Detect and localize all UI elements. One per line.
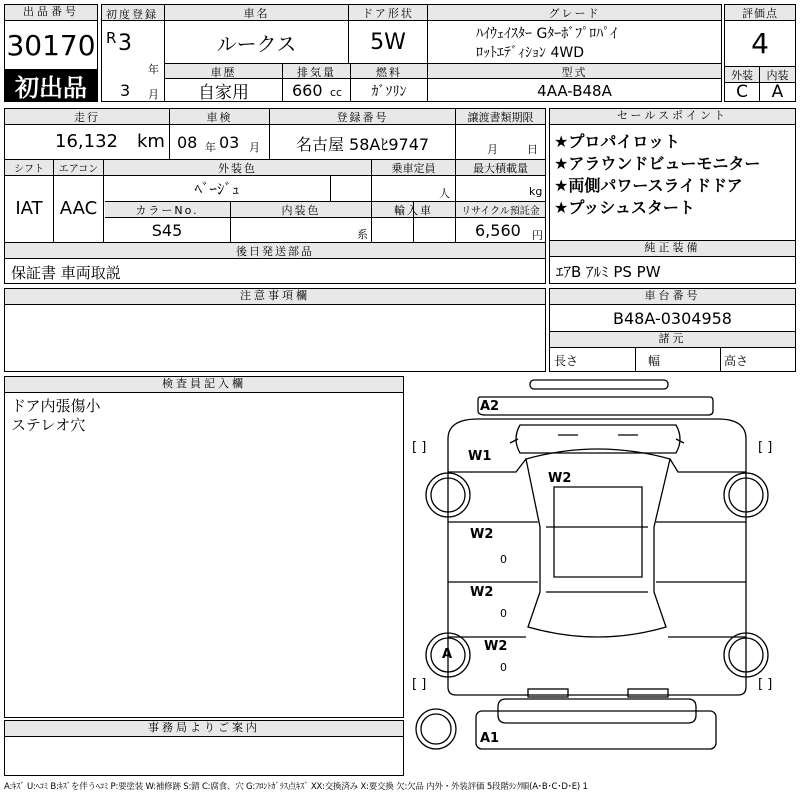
model-code-label: 型式 (561, 65, 588, 79)
lot-box (4, 4, 98, 102)
score-label: 評価点 (742, 6, 778, 20)
inspector-note-2: ステレオ穴 (11, 416, 86, 434)
equipment-box (549, 241, 796, 284)
recycle-unit: 円 (532, 229, 543, 242)
fuel-label: 燃料 (376, 65, 402, 79)
exterior-grade: C (736, 81, 748, 102)
zero-mark: 0 (500, 661, 507, 674)
recycle-fee: 6,560 (475, 221, 521, 240)
damage-mark-left-door-1: W2 (470, 527, 494, 542)
mileage-unit: km (137, 131, 165, 152)
height-label: 高さ (724, 354, 749, 368)
bracket-marker: [ ] (412, 440, 427, 455)
sales-point-2: ★アラウンドビューモニター (554, 154, 761, 173)
recycle-label: リサイクル預託金 (461, 206, 540, 217)
shift-label: シフト (14, 164, 44, 175)
inspection-label: 車検 (206, 110, 233, 124)
first-reg-month: 3 (120, 81, 131, 100)
exterior-label: 外装 (731, 68, 753, 82)
sales-label: セールスポイント (550, 109, 795, 125)
damage-mark-roof: W2 (548, 471, 572, 486)
chassis-box (549, 288, 796, 372)
shift: IAT (15, 198, 43, 219)
notes-label: 注意事項欄 (5, 289, 545, 305)
divider (330, 175, 331, 201)
sales-point-3: ★両側パワースライドドア (554, 176, 743, 195)
displacement-unit: cc (330, 86, 343, 99)
equipment: ｴｱB ｱﾙﾐ PS PW (556, 263, 661, 281)
era: R (106, 29, 117, 47)
chassis-number: B48A-0304958 (613, 308, 732, 328)
inspector-note-1: ドア内張傷小 (11, 397, 101, 415)
inspection-year: 08 (177, 133, 198, 152)
first-listing-badge: 初出品 (5, 69, 97, 101)
int-color-unit: 系 (357, 228, 368, 241)
bracket-marker: [ ] (758, 677, 773, 692)
mileage: 16,132 (55, 131, 118, 152)
damage-mark-rear-wheel: A (442, 647, 453, 662)
ac: AAC (59, 198, 98, 219)
chassis-label: 車台番号 (550, 289, 795, 305)
first-reg-year: 3 (118, 31, 132, 56)
transfer-month: 月 (487, 143, 498, 156)
inspector-box (4, 376, 404, 718)
inspection-year-unit: 年 (205, 141, 216, 154)
sales-box (549, 108, 796, 241)
lot-no: 30170 (6, 28, 96, 62)
bracket-marker: [ ] (758, 440, 773, 455)
damage-mark-front-bumper: A2 (480, 399, 500, 414)
history-label: 車歴 (210, 65, 237, 79)
first-reg-label: 初度登録 (106, 8, 158, 21)
displacement: 660 (292, 81, 323, 100)
sales-point-1: ★プロパイロット (554, 132, 681, 151)
length-label: 長さ (554, 354, 579, 368)
lot-no-label: 出品番号 (5, 5, 97, 21)
damage-mark-left-door-2: W2 (470, 585, 494, 600)
model-name: ルークス (216, 31, 297, 56)
grade-label: グレード (548, 6, 601, 20)
score-box (724, 4, 796, 102)
interior-grade: A (771, 81, 784, 102)
capacity-unit: 人 (439, 187, 450, 200)
color-no-label: カラーNo. (135, 203, 199, 217)
plate-label: 登録番号 (336, 110, 389, 124)
displacement-label: 排気量 (297, 65, 336, 79)
year-unit: 年 (148, 63, 159, 76)
capacity-label: 乗車定員 (391, 161, 436, 175)
door-type: 5W (370, 29, 406, 55)
ext-color-label: 外装色 (218, 161, 257, 175)
later-parts-label: 後日発送部品 (236, 244, 314, 258)
transfer-label: 譲渡書類期限 (467, 110, 534, 124)
ext-color: ﾍﾞｰｼﾞｭ (194, 180, 240, 198)
zero-mark: 0 (500, 607, 507, 620)
car-outline (408, 377, 785, 756)
dims-label: 諸元 (550, 331, 795, 348)
bracket-marker: [ ] (412, 677, 427, 692)
damage-mark-rear-bumper: A1 (480, 731, 500, 746)
int-color-label: 内装色 (281, 203, 321, 217)
transfer-day: 日 (527, 143, 538, 156)
plate: 名古屋 58Aﾋ9747 (295, 134, 430, 154)
vehicle-header-box (101, 4, 722, 102)
damage-mark-left-rear: W2 (484, 639, 508, 654)
load-unit: kg (529, 185, 543, 198)
score: 4 (751, 26, 769, 60)
load-label: 最大積載量 (473, 161, 528, 175)
inspection-month-unit: 月 (249, 141, 260, 154)
details-box (4, 108, 546, 284)
history: 自家用 (198, 83, 249, 103)
legend: A:ｷｽﾞ U:ﾍｺﾐ B:ｷｽﾞを伴うﾍｺﾐ P:要塗装 W:補修跡 S:錆 C:腐食、穴 G:ﾌﾛﾝﾄｶﾞﾗｽ点ｷｽﾞ XX:交換済み X:要交換 欠:欠品 内外・外装評価 5段階ﾗﾝｸ順(A･B･C･D･E) 1 (4, 782, 588, 792)
sales-point-4: ★プッシュスタート (554, 198, 695, 217)
fuel: ｶﾞｿﾘﾝ (371, 83, 407, 100)
model-label: 車名 (243, 6, 270, 20)
inspection-month: 03 (219, 133, 240, 152)
color-no: S45 (151, 220, 183, 240)
import-label: 輸入車 (394, 203, 433, 217)
model-code: 4AA-B48A (537, 81, 612, 100)
interior-label: 内装 (766, 68, 789, 82)
ac-label: エアコン (58, 164, 99, 175)
grade-line-2: ﾛｯﾄｴﾃﾞｨｼｮﾝ 4WD (476, 45, 584, 61)
equipment-label: 純正装備 (550, 241, 795, 257)
office-label: 事務局よりご案内 (5, 721, 403, 737)
door-label: ドア形状 (362, 6, 414, 20)
inspector-label: 検査員記入欄 (5, 377, 403, 393)
month-unit: 月 (148, 88, 159, 101)
office-box (4, 720, 404, 776)
damage-mark-left-front: W1 (468, 449, 492, 464)
car-damage-diagram (408, 377, 785, 756)
later-parts: 保証書 車両取説 (11, 264, 121, 282)
grade-line-1: ﾊｲｳｪｲｽﾀｰ Gﾀｰﾎﾞﾌﾟﾛﾊﾟｲ (476, 26, 618, 42)
divider (720, 347, 721, 371)
divider (635, 347, 636, 371)
width-label: 幅 (648, 354, 661, 368)
notes-box (4, 288, 546, 372)
mileage-label: 走行 (74, 110, 100, 124)
zero-mark: 0 (500, 553, 507, 566)
